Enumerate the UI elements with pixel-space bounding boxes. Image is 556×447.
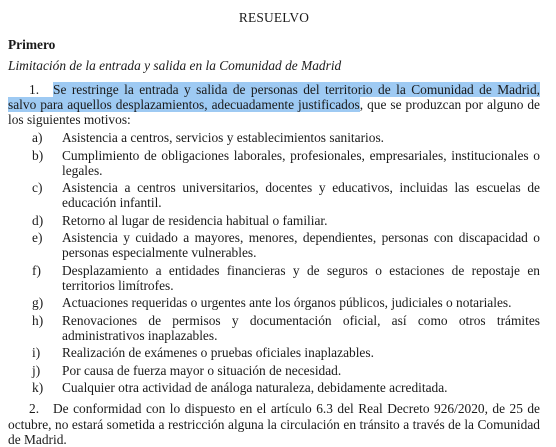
list-item-text: Renovaciones de permisos y documentación oficial, así como otros trámites administrativos inaplazables.	[62, 312, 540, 343]
list-item-text: Retorno al lugar de residencia habitual o familiar.	[62, 212, 328, 228]
selected-text-highlight[interactable]: Se restringe la entrada y salida de personas del territorio de la Comunidad de Madrid, salvo para aquellos desplazamientos, adecuadamente justificados	[8, 81, 540, 112]
paragraph-2	[8, 401, 540, 447]
list-item-letter: j)	[32, 362, 41, 378]
list-item-text: Asistencia a centros universitarios, docentes y educativos, incluidas las escuelas de educación infantil.	[62, 180, 540, 211]
list-item	[8, 363, 540, 378]
motives-list	[8, 130, 540, 395]
paragraph-1	[8, 82, 540, 128]
list-item-text: Asistencia y cuidado a mayores, menores, dependientes, personas con discapacidad o personas especialmente vulnerables.	[62, 230, 540, 261]
list-item	[8, 230, 540, 260]
list-item-letter: d)	[32, 212, 44, 228]
section-title: Primero	[8, 37, 56, 53]
paragraph-2-number: 2.	[29, 401, 40, 417]
document-heading: RESUELVO	[238, 10, 310, 25]
list-item	[8, 148, 540, 178]
list-item	[8, 130, 540, 145]
list-item-text: Cualquier otra actividad de análoga naturaleza, debidamente acreditada.	[62, 380, 448, 396]
paragraph-2-text: De conformidad con lo dispuesto en el artículo 6.3 del Real Decreto 926/2020, de 25 de octubre, no estará sometida a restricción alguna la circulación en tránsito a través de la Comunidad de Madrid.	[8, 401, 540, 447]
list-item-letter: i)	[32, 345, 41, 361]
list-item-letter: a)	[32, 130, 43, 146]
document-page	[8, 10, 540, 447]
list-item-letter: k)	[32, 380, 44, 396]
list-item	[8, 263, 540, 293]
list-item-letter: c)	[32, 180, 43, 196]
list-item-text: Desplazamiento a entidades financieras y de seguros o estaciones de repostaje en territorios limítrofes.	[62, 262, 540, 293]
list-item-text: Realización de exámenes o pruebas oficiales inaplazables.	[62, 345, 374, 361]
paragraph-1-rest: , que se produzcan por alguno de los siguientes motivos:	[8, 96, 540, 128]
list-item	[8, 213, 540, 228]
list-item-letter: b)	[32, 147, 44, 163]
list-item-text: Por causa de fuerza mayor o situación de necesidad.	[62, 362, 342, 378]
list-item-letter: e)	[32, 230, 43, 246]
list-item-text: Cumplimiento de obligaciones laborales, profesionales, empresariales, institucionales o legales.	[62, 147, 540, 178]
list-item	[8, 180, 540, 210]
list-item-text: Actuaciones requeridas o urgentes ante los órganos públicos, judiciales o notariales.	[62, 295, 512, 311]
list-item	[8, 313, 540, 343]
list-item-letter: h)	[32, 312, 44, 328]
list-item	[8, 345, 540, 360]
list-item	[8, 295, 540, 310]
list-item-letter: g)	[32, 295, 44, 311]
list-item-text: Asistencia a centros, servicios y establecimientos sanitarios.	[62, 130, 385, 146]
paragraph-1-number: 1.	[29, 81, 40, 97]
section-subtitle: Limitación de la entrada y salida en la Comunidad de Madrid	[8, 58, 342, 74]
list-item	[8, 380, 540, 395]
list-item-letter: f)	[32, 262, 41, 278]
